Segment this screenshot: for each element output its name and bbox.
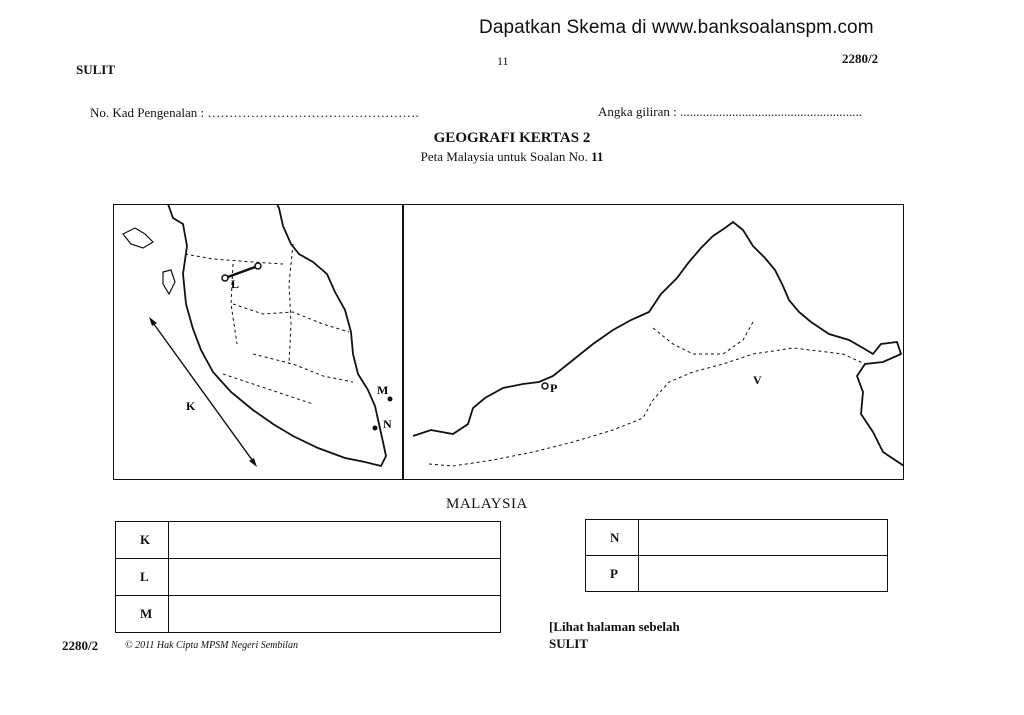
answer-row xyxy=(116,596,501,633)
question-number: 11 xyxy=(591,149,604,164)
page-title: GEOGRAFI KERTAS 2 xyxy=(433,130,591,146)
answer-key: M xyxy=(116,596,169,633)
m-point xyxy=(388,397,393,402)
page-subtitle xyxy=(0,149,1024,165)
watermark-text: Dapatkan Skema di www.banksoalanspm.com xyxy=(479,17,874,38)
answer-table-right xyxy=(585,519,888,592)
answer-row xyxy=(586,520,888,556)
page-number: 11 xyxy=(497,54,509,68)
paper-code-header: 2280/2 xyxy=(842,51,879,66)
answer-table-left xyxy=(115,521,501,633)
answer-key: N xyxy=(586,520,639,556)
map-label-p: P xyxy=(550,381,558,395)
answer-cell[interactable] xyxy=(639,520,888,556)
answer-key: P xyxy=(586,556,639,592)
map-label-v: V xyxy=(753,373,762,387)
answer-row xyxy=(586,556,888,592)
k-arrowhead-top xyxy=(149,317,157,326)
sulit-header: SULIT xyxy=(76,62,116,77)
sarawak-boundary xyxy=(429,348,865,466)
map-label-n: N xyxy=(383,417,392,431)
map-label-l: L xyxy=(231,277,240,291)
index-number-field: Angka giliran : ........................................................ xyxy=(598,104,862,119)
l-line xyxy=(225,266,258,278)
l-point-end xyxy=(255,263,261,269)
sabah-boundary xyxy=(653,322,753,354)
malaysia-map xyxy=(113,204,904,480)
copyright-text: © 2011 Hak Cipta MPSM Negeri Sembilan xyxy=(125,640,298,651)
answer-key: K xyxy=(116,522,169,559)
answer-cell[interactable] xyxy=(639,556,888,592)
answer-cell[interactable] xyxy=(169,596,501,633)
p-point xyxy=(542,383,548,389)
sulit-footer: SULIT xyxy=(549,636,589,651)
answer-cell[interactable] xyxy=(169,559,501,596)
n-point xyxy=(373,426,378,431)
map-label-m: M xyxy=(377,383,389,397)
id-number-field: No. Kad Pengenalan : …………………………………………. xyxy=(90,105,419,120)
answer-row xyxy=(116,522,501,559)
sumatra-coast xyxy=(123,228,153,248)
next-page-note: [Lihat halaman sebelah xyxy=(549,619,680,634)
map-label-k: K xyxy=(186,399,196,413)
l-point-start xyxy=(222,275,228,281)
answer-cell[interactable] xyxy=(169,522,501,559)
paper-code-footer: 2280/2 xyxy=(62,638,99,653)
island-outline xyxy=(163,270,175,294)
subtitle-text: Peta Malaysia untuk Soalan No. xyxy=(420,149,592,164)
k-arrow xyxy=(151,320,255,464)
map-caption: MALAYSIA xyxy=(446,496,528,512)
peninsula-outline xyxy=(168,204,389,466)
answer-row xyxy=(116,559,501,596)
state-boundaries xyxy=(185,244,353,404)
k-arrowhead-bottom xyxy=(249,458,257,467)
borneo-outline xyxy=(413,222,904,466)
answer-key: L xyxy=(116,559,169,596)
